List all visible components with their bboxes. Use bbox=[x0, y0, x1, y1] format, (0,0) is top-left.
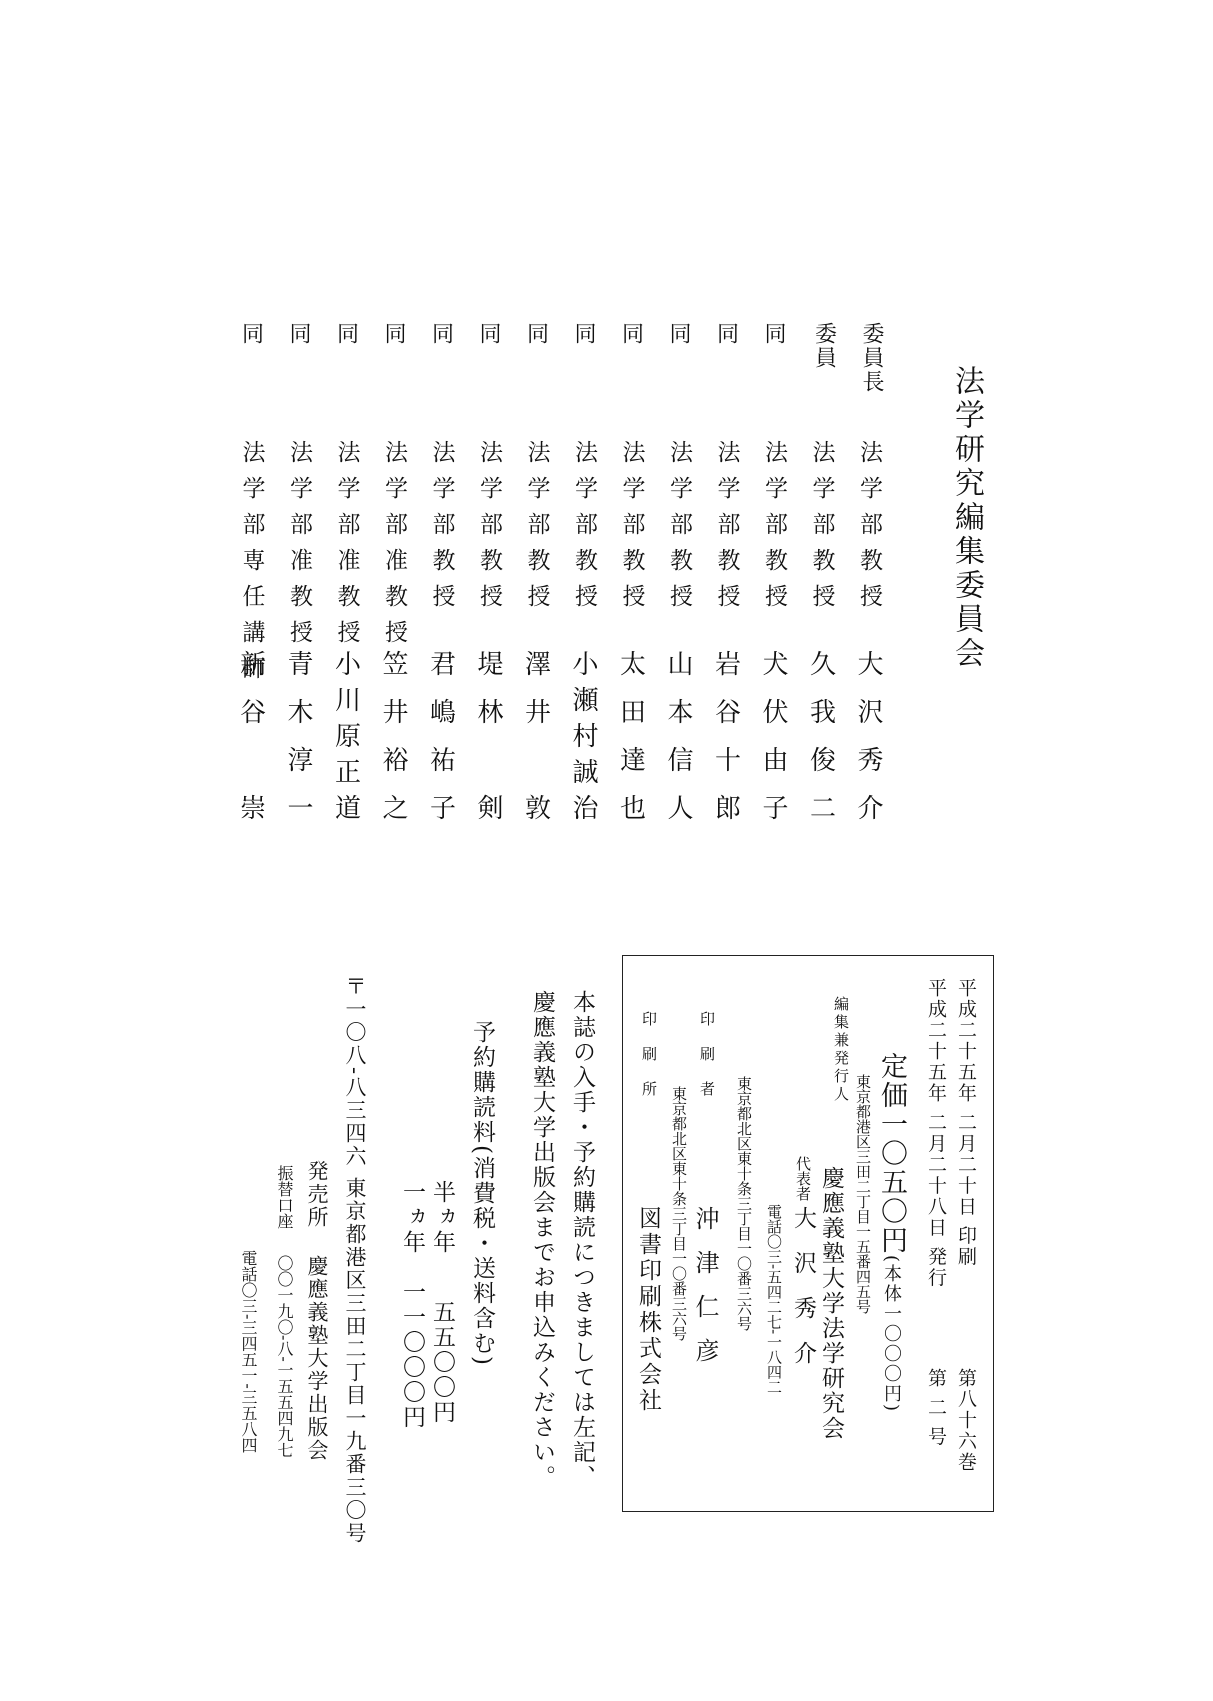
committee-affiliation: 法学部准教授 bbox=[333, 440, 360, 656]
committee-role: 同 bbox=[571, 322, 596, 346]
printing-office-address: 東京都北区東十条三丁目一〇番三六号 bbox=[670, 1086, 688, 1341]
committee-name: 君嶋祐子 bbox=[425, 650, 456, 842]
committee-name: 笠井裕之 bbox=[378, 650, 408, 842]
committee-role: 委員長 bbox=[859, 322, 884, 394]
colophon-box bbox=[622, 955, 994, 1512]
committee-affiliation: 法学部教授 bbox=[808, 440, 835, 620]
subscription-notice-line1: 本誌の入手・予約購読につきましては左記、 bbox=[569, 990, 595, 1490]
committee-name: 太田達也 bbox=[615, 650, 646, 842]
committee-name: 久我俊二 bbox=[805, 650, 836, 842]
issue-number: 第 二 号 bbox=[925, 1368, 947, 1448]
committee-affiliation: 法学部教授 bbox=[761, 440, 787, 620]
committee-affiliation: 法学部教授 bbox=[713, 440, 740, 620]
committee-affiliation: 法学部教授 bbox=[571, 440, 597, 620]
committee-role: 同 bbox=[666, 322, 691, 346]
committee-name: 小川原正道 bbox=[330, 650, 361, 830]
printing-office-label: 印刷所 bbox=[640, 1011, 658, 1116]
committee-role: 同 bbox=[618, 322, 644, 346]
committee-role: 同 bbox=[523, 322, 549, 346]
committee-role: 同 bbox=[428, 322, 454, 346]
committee-affiliation: 法学部教授 bbox=[523, 440, 550, 620]
editor-phone: 電話〇三-五四二七-一八四二 bbox=[765, 1204, 783, 1395]
committee-name: 大沢秀介 bbox=[853, 650, 883, 842]
committee-role: 同 bbox=[476, 322, 501, 346]
committee-affiliation: 法学部教授 bbox=[618, 440, 645, 620]
subscription-fee-label: 予約購読料(消費税・送料含む) bbox=[469, 1020, 495, 1367]
issue-date: 平成二十五年 二月二十八日 発行 bbox=[925, 978, 947, 1289]
print-date: 平成二十五年 二月二十日 印刷 bbox=[955, 978, 977, 1268]
editor-address: 東京都港区三田二丁目一五番四五号 bbox=[854, 1074, 872, 1314]
committee-affiliation: 法学部准教授 bbox=[286, 440, 312, 656]
transfer-account: 〇〇一九〇-八-一五五四九七 bbox=[275, 1255, 294, 1458]
editor-organization: 慶應義塾大学法学研究会 bbox=[818, 1166, 844, 1441]
printing-office-name: 図書印刷株式会社 bbox=[635, 1206, 661, 1414]
price bbox=[878, 1052, 905, 1413]
half-year-price: 五五〇〇円 bbox=[429, 1300, 455, 1425]
editor-label: 編集兼発行人 bbox=[832, 996, 850, 1104]
committee-role: 同 bbox=[713, 322, 739, 346]
representative-label: 代表者 bbox=[794, 1156, 812, 1201]
committee-affiliation: 法学部教授 bbox=[476, 440, 502, 620]
committee-affiliation: 法学部教授 bbox=[856, 440, 882, 620]
committee-name: 堤林 剣 bbox=[473, 650, 503, 842]
committee-title: 法学研究編集委員会 bbox=[949, 365, 984, 671]
half-year-label: 半ヵ年 bbox=[429, 1180, 455, 1255]
committee-affiliation: 法学部教授 bbox=[428, 440, 455, 620]
committee-role: 同 bbox=[761, 322, 786, 346]
price-amount: 定価一〇五〇円 bbox=[876, 1052, 907, 1255]
committee-name: 小瀬村誠治 bbox=[568, 650, 598, 830]
representative-name: 大沢秀介 bbox=[790, 1206, 816, 1386]
committee-role: 同 bbox=[333, 322, 359, 346]
printer-name: 沖津仁彦 bbox=[691, 1206, 719, 1382]
seller-label: 発売所 bbox=[305, 1160, 329, 1229]
subscription-notice-line2: 慶應義塾大学出版会までお申込みください。 bbox=[529, 990, 555, 1490]
committee-role: 同 bbox=[381, 322, 406, 346]
committee-name: 澤井 敦 bbox=[520, 650, 551, 842]
committee-name: 新谷 崇 bbox=[235, 650, 266, 842]
committee-affiliation: 法学部教授 bbox=[666, 440, 692, 620]
committee-affiliation: 法学部准教授 bbox=[381, 440, 407, 656]
printer-address: 東京都北区東十条三丁目一〇番三六号 bbox=[735, 1076, 753, 1331]
publisher-phone: 電話〇三-三四五一-三五八四 bbox=[239, 1250, 258, 1453]
committee-name: 青木淳一 bbox=[283, 650, 313, 842]
committee-name: 岩谷十郎 bbox=[710, 650, 741, 842]
committee-role: 委員 bbox=[811, 322, 837, 370]
seller-name: 慶應義塾大学出版会 bbox=[305, 1255, 329, 1462]
one-year-label: 一ヵ年 bbox=[399, 1180, 425, 1255]
publisher-postal-address: 〒一〇八-八三四六 東京都港区三田二丁目一九番三〇号 bbox=[343, 975, 367, 1545]
committee-affiliation: 法学部専任講師 bbox=[238, 440, 265, 692]
committee-name: 犬伏由子 bbox=[758, 650, 788, 842]
volume-number: 第八十六巻 bbox=[955, 1368, 977, 1473]
committee-role: 同 bbox=[286, 322, 311, 346]
price-note: (本体一〇〇〇円) bbox=[881, 1255, 902, 1414]
committee-role: 同 bbox=[238, 322, 264, 346]
committee-name: 山本信人 bbox=[663, 650, 693, 842]
one-year-price: 一一〇〇〇円 bbox=[399, 1280, 425, 1430]
printer-label: 印刷者 bbox=[698, 1011, 716, 1116]
transfer-label: 振替口座 bbox=[275, 1165, 294, 1229]
